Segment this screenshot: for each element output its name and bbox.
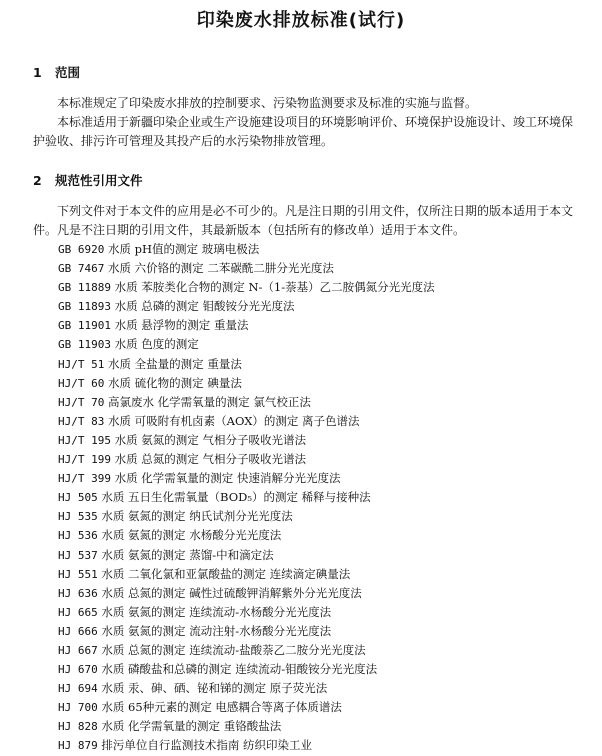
reference-title: 水质 化学需氧量的测定 快速消解分光光度法 [114,471,341,486]
reference-title: 水质 氨氮的测定 流动注射-水杨酸分光光度法 [101,623,332,638]
reference-code: GB 11889 [58,281,111,295]
reference-title: 水质 全盐量的测定 重量法 [108,356,242,371]
reference-item [58,565,435,584]
section-1-heading [33,63,80,81]
reference-code: HJ/T 51 [58,357,105,371]
reference-item [58,717,435,736]
reference-title: 水质 总氮的测定 碱性过硫酸钾消解紫外分光光度法 [101,585,362,600]
reference-title: 水质 氨氮的测定 纳氏试剂分光光度法 [101,509,293,524]
reference-title: 高氯废水 化学需氧量的测定 氯气校正法 [108,394,311,409]
reference-code: GB 7467 [58,262,105,276]
reference-code: HJ 666 [58,624,98,638]
reference-title: 水质 六价铬的测定 二苯碳酰二肼分光光度法 [108,261,334,276]
reference-item [58,278,435,297]
reference-item [58,488,435,507]
reference-item [58,526,435,545]
reference-title: 水质 可吸附有机卤素（AOX）的测定 离子色谱法 [108,413,360,428]
section-2-number: 2 [33,173,42,188]
reference-item [58,507,435,526]
document-title: 印染废水排放标准(试行) [196,10,406,31]
reference-title: 水质 苯胺类化合物的测定 N-（1-萘基）乙二胺偶氮分光光度法 [114,280,435,295]
reference-item [58,316,435,335]
reference-code: HJ 665 [58,605,98,619]
reference-code: HJ 670 [58,663,98,677]
section-1-number: 1 [33,65,42,80]
reference-item [58,660,435,679]
reference-code: HJ 536 [58,529,98,543]
reference-item [58,698,435,717]
reference-item [58,355,435,374]
reference-item [58,297,435,316]
reference-item [58,679,435,698]
reference-title: 水质 65种元素的测定 电感耦合等离子体质谱法 [101,700,342,715]
reference-item [58,450,435,469]
reference-item [58,736,435,755]
reference-item [58,584,435,603]
reference-code: HJ/T 199 [58,453,111,467]
reference-code: GB 6920 [58,243,105,256]
reference-code: HJ 828 [58,720,98,734]
reference-title: 水质 氨氮的测定 连续流动-水杨酸分光光度法 [101,604,332,619]
reference-code: HJ 636 [58,586,98,600]
reference-item [58,259,435,278]
reference-code: HJ/T 60 [58,376,105,390]
section-2-intro: 下列文件对于本文件的应用是必不可少的。凡是注日期的引用文件，仅所注日期的版本适用于本文件。凡是不注日期的引用文件，其最新版本（包括所有的修改单）适用于本文件。 [33,204,574,237]
reference-code: HJ 537 [58,548,98,562]
reference-title: 水质 色度的测定 [114,337,199,352]
reference-title: 水质 氨氮的测定 水杨酸分光光度法 [101,528,282,543]
reference-item [58,622,435,641]
reference-item [58,603,435,622]
reference-code: HJ/T 70 [58,395,105,409]
reference-code: HJ 505 [58,491,98,505]
reference-title: 水质 二氧化氯和亚氯酸盐的测定 连续滴定碘量法 [101,566,351,581]
reference-title: 水质 磷酸盐和总磷的测定 连续流动-钼酸铵分光光度法 [101,662,378,677]
reference-item [58,431,435,450]
reference-code: HJ 700 [58,701,98,715]
reference-item [58,546,435,565]
reference-title: 排污单位自行监测技术指南 纺织印染工业 [101,738,313,753]
reference-title: 水质 总氮的测定 连续流动-盐酸萘乙二胺分光光度法 [101,642,366,657]
reference-title: 水质 pH值的测定 玻璃电极法 [108,242,260,256]
reference-title: 水质 硫化物的测定 碘量法 [108,375,242,390]
reference-title: 水质 氨氮的测定 蒸馏-中和滴定法 [101,547,274,562]
reference-title: 水质 总磷的测定 钼酸铵分光光度法 [114,299,295,314]
section-1-title: 范围 [55,65,81,80]
reference-item [58,469,435,488]
reference-title: 水质 五日生化需氧量（BOD₅）的测定 稀释与接种法 [101,490,371,505]
reference-code: HJ/T 195 [58,433,111,447]
reference-item [58,374,435,393]
reference-item [58,240,435,259]
section-2-title: 规范性引用文件 [55,173,143,188]
reference-item [58,335,435,354]
reference-code: HJ 694 [58,682,98,696]
reference-title: 水质 总氮的测定 气相分子吸收光谱法 [114,452,306,467]
reference-title: 水质 氨氮的测定 气相分子吸收光谱法 [114,432,306,447]
reference-title: 水质 化学需氧量的测定 重铬酸盐法 [101,719,282,734]
reference-code: HJ 551 [58,567,98,581]
reference-code: GB 11901 [58,319,111,333]
reference-code: HJ 535 [58,510,98,524]
reference-list [58,240,435,756]
reference-item [58,393,435,412]
reference-title: 水质 悬浮物的测定 重量法 [114,318,249,333]
reference-code: GB 11903 [58,338,111,352]
section-2-heading [33,171,143,189]
reference-code: HJ/T 83 [58,414,105,428]
section-1-paragraph-1: 本标准规定了印染废水排放的控制要求、污染物监测要求及标准的实施与监督。 [57,96,478,110]
reference-code: HJ/T 399 [58,472,111,486]
section-1-paragraph-2: 本标准适用于新疆印染企业或生产设施建设项目的环境影响评价、环境保护设施设计、竣工环境保护验收、排污许可管理及其投产后的水污染物排放管理。 [33,115,574,148]
reference-item [58,412,435,431]
reference-code: HJ 667 [58,643,98,657]
reference-code: HJ 879 [58,739,98,753]
reference-item [58,641,435,660]
reference-code: GB 11893 [58,300,111,314]
reference-title: 水质 汞、砷、硒、铋和锑的测定 原子荧光法 [101,681,328,696]
